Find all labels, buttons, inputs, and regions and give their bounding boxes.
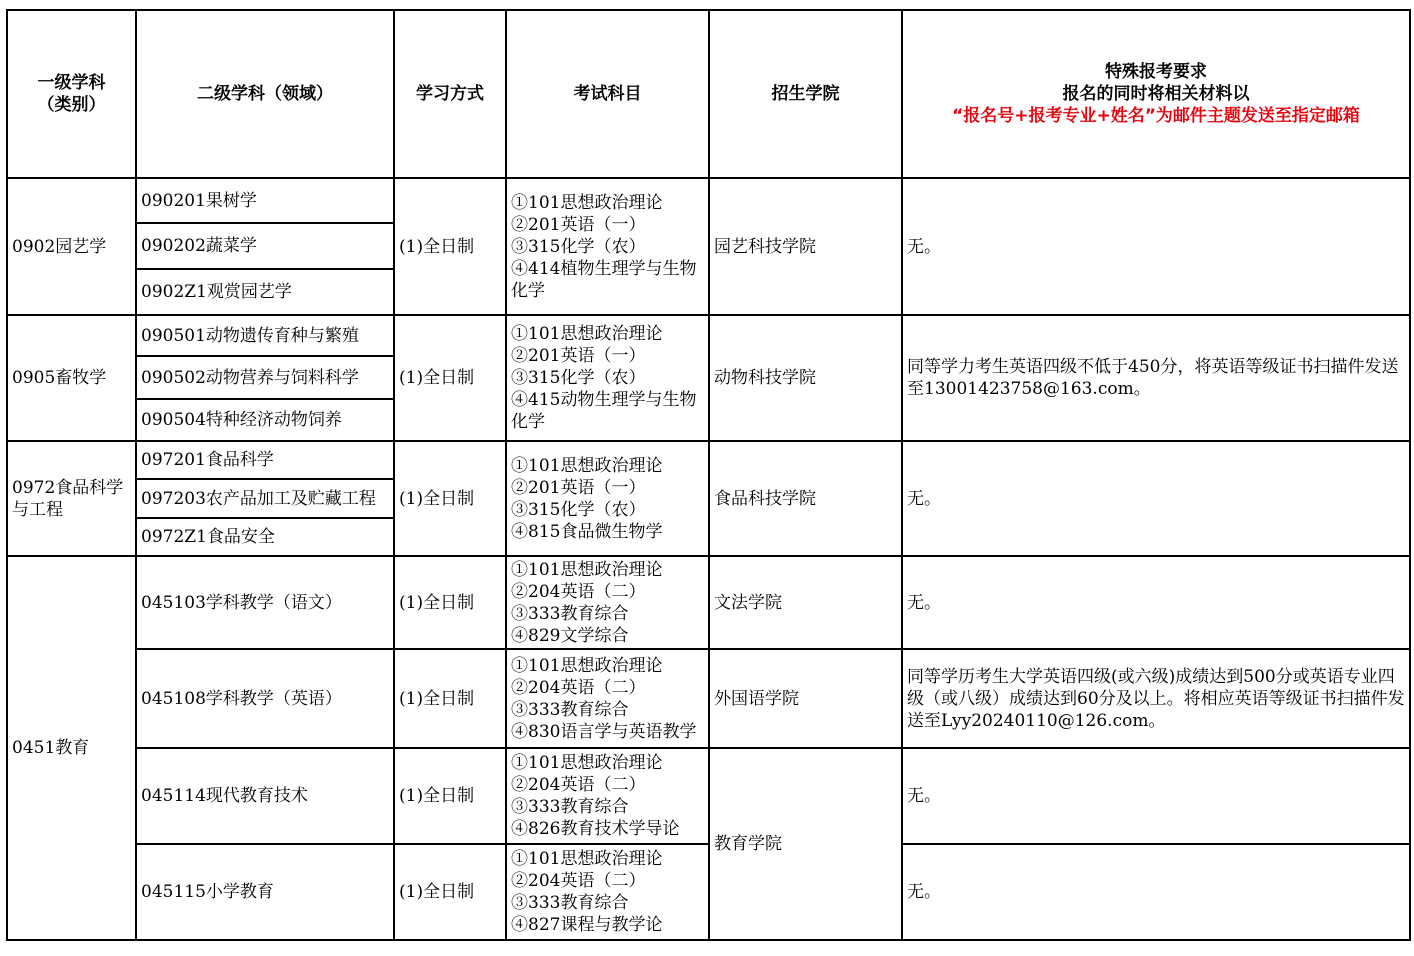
exam-line: ③333教育综合 [511, 699, 629, 720]
header-special-line2: 报名的同时将相关材料以 [1062, 84, 1250, 104]
exam-line: ④415动物生理学与生物化学 [511, 390, 697, 432]
college-cell: 教育学院 [709, 748, 902, 940]
study-mode-cell: (1)全日制 [394, 748, 506, 844]
second-level-cell: 090504特种经济动物饲养 [136, 399, 394, 441]
second-level-cell: 045115小学教育 [136, 844, 394, 940]
study-mode-cell: (1)全日制 [394, 844, 506, 940]
study-mode-cell: (1)全日制 [394, 178, 506, 315]
first-level-cell: 0905畜牧学 [7, 315, 136, 441]
college-cell: 园艺科技学院 [709, 178, 902, 315]
exam-line: ④815食品微生物学 [511, 521, 663, 542]
header-special-line1: 特殊报考要求 [1105, 62, 1207, 82]
table-row [7, 178, 1410, 223]
header-first-level-line1: 一级学科 [37, 73, 106, 93]
exam-line: ④827课程与教学论 [511, 915, 663, 935]
second-level-cell: 0972Z1食品安全 [136, 518, 394, 556]
requirement-cell: 同等学力考生英语四级不低于450分，将英语等级证书扫描件发送至13001423758@163.com。 [902, 315, 1410, 441]
second-level-cell: 090502动物营养与饲料科学 [136, 356, 394, 399]
first-level-cell: 0902园艺学 [7, 178, 136, 315]
exam-line: ①101思想政治理论 [511, 559, 663, 580]
exam-line: ③333教育综合 [511, 797, 629, 817]
exam-subjects-cell [506, 844, 709, 940]
second-level-cell: 097201食品科学 [136, 441, 394, 479]
exam-line: ④414植物生理学与生物化学 [511, 258, 697, 301]
header-study-mode: 学习方式 [394, 10, 506, 178]
table-row [7, 844, 1410, 940]
exam-line: ①101思想政治理论 [511, 849, 663, 869]
second-level-cell: 045108学科教学（英语） [136, 649, 394, 748]
admissions-table [6, 9, 1411, 941]
exam-line: ③333教育综合 [511, 603, 629, 624]
header-college: 招生学院 [709, 10, 902, 178]
college-cell: 食品科技学院 [709, 441, 902, 556]
second-level-cell: 045103学科教学（语文） [136, 556, 394, 649]
exam-line: ④829文学综合 [511, 625, 629, 646]
college-cell: 外国语学院 [709, 649, 902, 748]
exam-subjects-cell [506, 748, 709, 844]
study-mode-cell: (1)全日制 [394, 315, 506, 441]
study-mode-cell: (1)全日制 [394, 441, 506, 556]
exam-line: ④826教育技术学导论 [511, 819, 680, 839]
requirement-cell: 无。 [902, 556, 1410, 649]
table-row [7, 441, 1410, 479]
first-level-cell: 0451教育 [7, 556, 136, 940]
requirement-cell: 无。 [902, 748, 1410, 844]
exam-line: ②201英语（一） [511, 477, 646, 498]
exam-subjects-cell [506, 556, 709, 649]
exam-line: ②204英语（二） [511, 871, 646, 891]
header-second-level: 二级学科（领域） [136, 10, 394, 178]
second-level-cell: 090201果树学 [136, 178, 394, 223]
exam-line: ③333教育综合 [511, 893, 629, 913]
exam-line: ②204英语（二） [511, 775, 646, 795]
exam-line: ③315化学（农） [511, 368, 646, 388]
header-first-level [7, 10, 136, 178]
header-exam-subjects: 考试科目 [506, 10, 709, 178]
exam-line: ②204英语（二） [511, 677, 646, 698]
college-cell: 文法学院 [709, 556, 902, 649]
college-cell: 动物科技学院 [709, 315, 902, 441]
exam-line: ②204英语（二） [511, 581, 646, 602]
header-special-line3: “报名号+报考专业+姓名”为邮件主题发送至指定邮箱 [952, 106, 1360, 126]
exam-line: ①101思想政治理论 [511, 324, 663, 344]
first-level-cell: 0972食品科学与工程 [7, 441, 136, 556]
requirement-cell: 无。 [902, 178, 1410, 315]
requirement-cell: 无。 [902, 441, 1410, 556]
exam-line: ①101思想政治理论 [511, 455, 663, 476]
exam-line: ②201英语（一） [511, 346, 646, 366]
second-level-cell: 090501动物遗传育种与繁殖 [136, 315, 394, 356]
exam-line: ③315化学（农） [511, 499, 646, 520]
exam-subjects-cell [506, 649, 709, 748]
exam-line: ②201英语（一） [511, 214, 646, 235]
exam-subjects-cell [506, 441, 709, 556]
table-row [7, 748, 1410, 844]
exam-subjects-cell [506, 178, 709, 315]
second-level-cell: 097203农产品加工及贮藏工程 [136, 479, 394, 518]
table-row [7, 649, 1410, 748]
exam-subjects-cell [506, 315, 709, 441]
exam-line: ③315化学（农） [511, 236, 646, 257]
header-first-level-line2: （类别） [37, 95, 106, 115]
header-special-requirements [902, 10, 1410, 178]
study-mode-cell: (1)全日制 [394, 556, 506, 649]
requirement-cell: 同等学历考生大学英语四级(或六级)成绩达到500分或英语专业四级（或八级）成绩达到60分及以上。将相应英语等级证书扫描件发送至Lyy20240110@126.com。 [902, 649, 1410, 748]
exam-line: ④830语言学与英语教学 [511, 721, 697, 742]
study-mode-cell: (1)全日制 [394, 649, 506, 748]
table-row [7, 315, 1410, 356]
exam-line: ①101思想政治理论 [511, 753, 663, 773]
second-level-cell: 0902Z1观赏园艺学 [136, 269, 394, 315]
exam-line: ①101思想政治理论 [511, 655, 663, 676]
header-row [7, 10, 1410, 178]
table-row [7, 556, 1410, 649]
second-level-cell: 090202蔬菜学 [136, 223, 394, 269]
second-level-cell: 045114现代教育技术 [136, 748, 394, 844]
requirement-cell: 无。 [902, 844, 1410, 940]
exam-line: ①101思想政治理论 [511, 192, 663, 213]
